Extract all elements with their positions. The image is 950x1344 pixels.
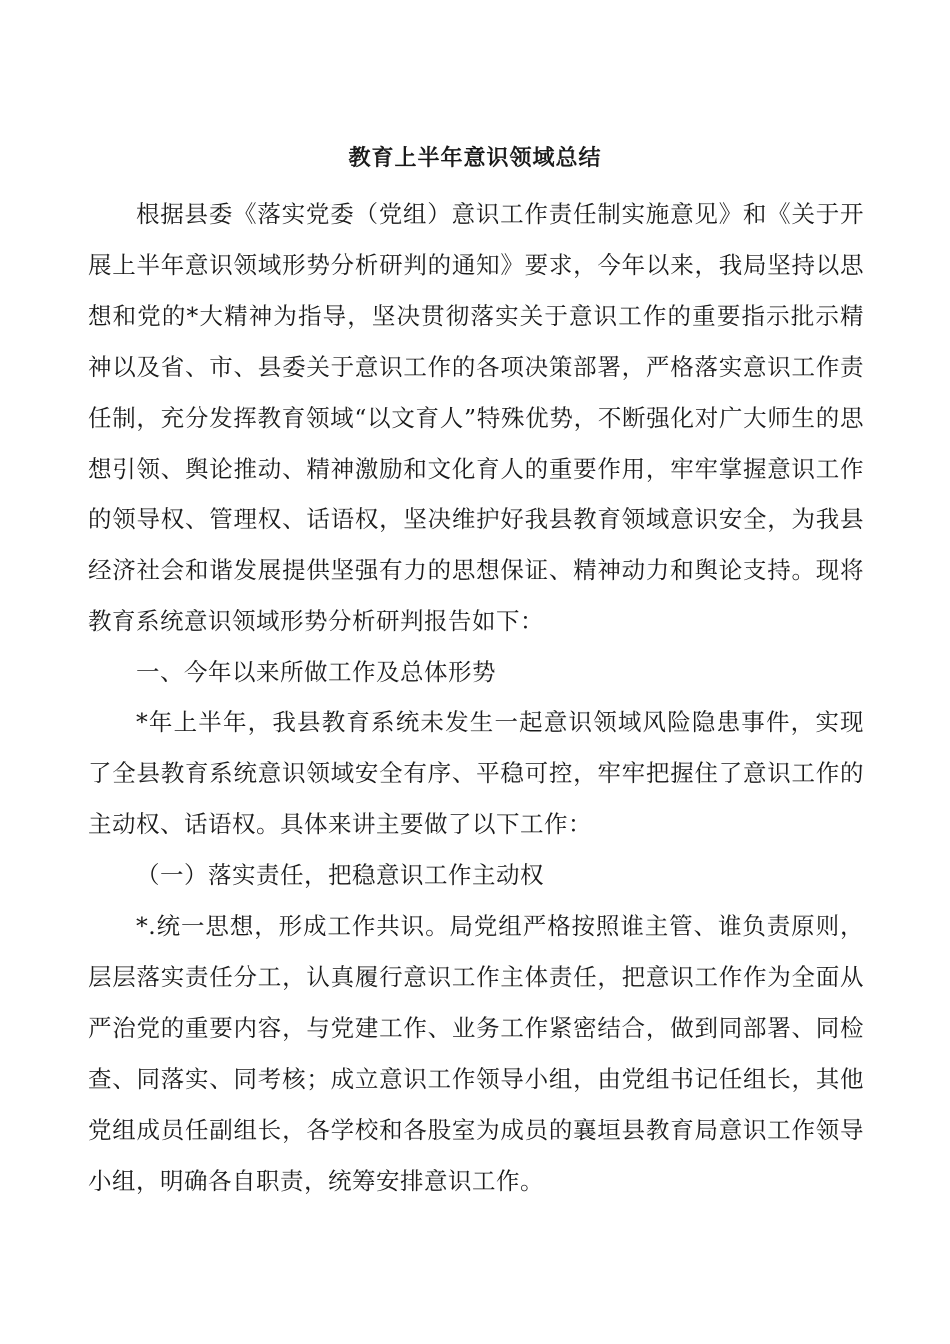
section-heading-1: 一、今年以来所做工作及总体形势 xyxy=(136,658,496,686)
paragraph-intro: 根据县委《落实党委（党组）意识工作责任制实施意见》和《关于开展上半年意识领域形势分析研判的通知》要求，今年以来，我局坚持以思想和党的*大精神为指导，坚决贯彻落实关于意识工作的重要指示批示精神以及省、市、县委关于意识工作的各项决策部署，严格落实意识工作责任制，充分发挥教育领域“以文育人”特殊优势，不断强化对广大师生的思想引领、舆论推动、精神激励和文化育人的重要作用，牢牢掌握意识工作的领导权、管理权、话语权，坚决维护好我县教育领域意识安全，为我县经济社会和谐发展提供坚强有力的思想保证、精神动力和舆论支持。现将教育系统意识领域形势分析研判报告如下： xyxy=(88,200,864,636)
paragraph-item-1: *.统一思想，形成工作共识。局党组严格按照谁主管、谁负责原则，层层落实责任分工，认真履行意识工作主体责任，把意识工作作为全面从严治党的重要内容，与党建工作、业务工作紧密结合，做到同部署、同检查、同落实、同考核；成立意识工作领导小组，由党组书记任组长，其他党组成员任副组长，各学校和各股室为成员的襄垣县教育局意识工作领导小组，明确各自职责，统筹安排意识工作。 xyxy=(88,912,864,1195)
subsection-heading-1: （一）落实责任，把稳意识工作主动权 xyxy=(136,861,544,889)
document-title: 教育上半年意识领域总结 xyxy=(348,145,602,171)
paragraph-overview: *年上半年，我县教育系统未发生一起意识领域风险隐患事件，实现了全县教育系统意识领域安全有序、平稳可控，牢牢把握住了意识工作的主动权、话语权。具体来讲主要做了以下工作： xyxy=(88,708,864,838)
